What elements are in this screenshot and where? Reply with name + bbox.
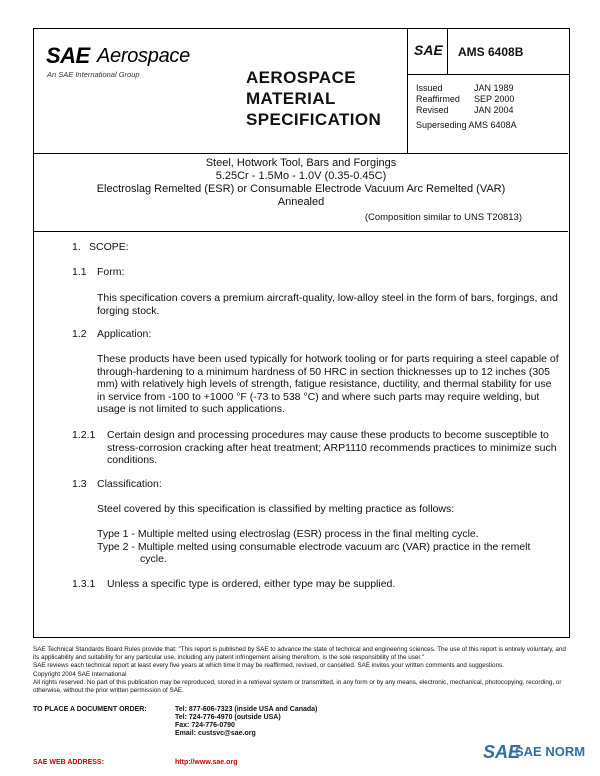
order-contacts bbox=[175, 706, 317, 738]
logo-mark: SAE bbox=[46, 43, 90, 68]
sae-small-logo bbox=[408, 29, 448, 75]
title-line-1: AEROSPACE bbox=[246, 68, 357, 87]
footer-copyright: Copyright 2004 SAE International bbox=[33, 670, 127, 678]
ams-number: AMS 6408B bbox=[458, 45, 524, 59]
section-1-2-title: Application: bbox=[97, 328, 152, 340]
web-address-label: SAE WEB ADDRESS: bbox=[33, 759, 104, 766]
section-1-2-number: 1.2 bbox=[72, 328, 87, 340]
logo-word: Aerospace bbox=[97, 45, 190, 67]
logo-subtitle: An SAE International Group bbox=[47, 70, 140, 79]
date-value: SEP 2000 bbox=[474, 94, 515, 104]
subject-line-4: Annealed bbox=[277, 196, 325, 208]
revision-dates bbox=[416, 83, 517, 131]
supersedes-note: Superseding AMS 6408A bbox=[416, 120, 517, 130]
composition-note: (Composition similar to UNS T20813) bbox=[364, 212, 522, 223]
section-1-1-number: 1.1 bbox=[72, 266, 87, 278]
section-1-1-title: Form: bbox=[97, 266, 125, 278]
date-label: Revised bbox=[416, 105, 449, 115]
date-row bbox=[416, 94, 517, 105]
document-type-title bbox=[224, 29, 407, 154]
subject-line-2: 5.25Cr - 1.5Mo - 1.0V (0.35-0.45C) bbox=[215, 170, 387, 182]
section-1-2-1-text: Certain design and processing procedures may cause these products to become susceptible to stress-corrosion cracking after heat treatment; ARP1110 recommends practices to minimize such conditions. bbox=[107, 429, 557, 466]
section-1-3-text: Steel covered by this specification is classified by melting practice as follows: bbox=[97, 503, 455, 515]
section-1-3-number: 1.3 bbox=[72, 478, 87, 490]
order-label: TO PLACE A DOCUMENT ORDER: bbox=[33, 706, 147, 713]
section-1-title: SCOPE: bbox=[89, 241, 129, 253]
header-block bbox=[34, 29, 568, 154]
spec-info-cell bbox=[407, 29, 568, 154]
type-2-continuation: cycle. bbox=[140, 553, 167, 565]
section-1-2-1-number: 1.2.1 bbox=[72, 429, 96, 441]
subject-line-3: Electroslag Remelted (ESR) or Consumable Electrode Vacuum Arc Remelted (VAR) bbox=[96, 183, 506, 195]
section-1-2-text: These products have been used typically for hotwork tooling or for parts requiring a steel capable of through-hardening to a minimum hardness of 50 HRC in section thicknesses up to 12 inches (305 mm) with relatively high levels of strength, fatigue resistance, ductility, and thermal stability for use in service from -100 to +1000 °F (-73 to 538 °C) and where such parts may require welding, but usage is not limited to such applications. bbox=[97, 353, 559, 415]
section-1-3-title: Classification: bbox=[97, 478, 162, 490]
date-label: Issued bbox=[416, 83, 443, 93]
section-1-number: 1. bbox=[72, 241, 81, 253]
date-row bbox=[416, 83, 517, 94]
section-1-3-1-text: Unless a specific type is ordered, either type may be supplied. bbox=[107, 578, 396, 590]
legal-footer bbox=[33, 646, 573, 696]
order-line: Email: custsvc@sae.org bbox=[175, 730, 256, 737]
footer-rules: SAE Technical Standards Board Rules provide that: "This report is published by SAE to advance the state of technical and engineering sciences. The use of this report is entirely voluntary, and its applicability and suitability for any particular use, including any patent infringement arising therefrom, is the sole responsibility of the user." bbox=[33, 646, 566, 661]
order-line: Tel: 877-606-7323 (inside USA and Canada) bbox=[175, 706, 318, 713]
section-1-3-1-number: 1.3.1 bbox=[72, 578, 96, 590]
date-label: Reaffirmed bbox=[416, 94, 460, 104]
order-line: Fax: 724-776-0790 bbox=[175, 722, 235, 729]
subject-block bbox=[34, 154, 568, 232]
web-address-link[interactable]: http://www.sae.org bbox=[175, 759, 238, 766]
footer-rights: All rights reserved. No part of this publication may be reproduced, stored in a retrieval system or transmitted, in any form or by any means, electronic, mechanical, photocopying, recording, or otherwise, without the prior written permission of SAE. bbox=[33, 679, 562, 694]
footer-review: SAE reviews each technical report at least every five years at which time it may be reaffirmed, revised, or cancelled. SAE invites your written comments and suggestions. bbox=[33, 662, 504, 670]
date-value: JAN 2004 bbox=[474, 105, 514, 115]
watermark-mark: SAE bbox=[483, 742, 521, 762]
date-value: JAN 1989 bbox=[474, 83, 514, 93]
sae-small-logo-text: SAE bbox=[414, 42, 443, 58]
section-1-1-text: This specification covers a premium aircraft-quality, low-alloy steel in the form of bars, forgings, and forging stock. bbox=[97, 292, 558, 317]
title-line-2: MATERIAL bbox=[246, 89, 336, 108]
ams-number-row bbox=[408, 29, 569, 75]
subject-line-1: Steel, Hotwork Tool, Bars and Forgings bbox=[205, 157, 397, 169]
date-row bbox=[416, 105, 517, 116]
sae-aerospace-logo bbox=[34, 29, 224, 154]
type-1-line: Type 1 - Multiple melted using electroslag (ESR) process in the final melting cycle. bbox=[97, 528, 479, 540]
watermark-text: SAE NORM bbox=[515, 744, 586, 759]
title-line-3: SPECIFICATION bbox=[246, 110, 382, 129]
order-line: Tel: 724-776-4970 (outside USA) bbox=[175, 714, 281, 721]
sae-norm-watermark bbox=[483, 742, 586, 763]
type-2-line: Type 2 - Multiple melted using consumable electrode vacuum arc (VAR) practice in the remelt bbox=[97, 541, 531, 553]
